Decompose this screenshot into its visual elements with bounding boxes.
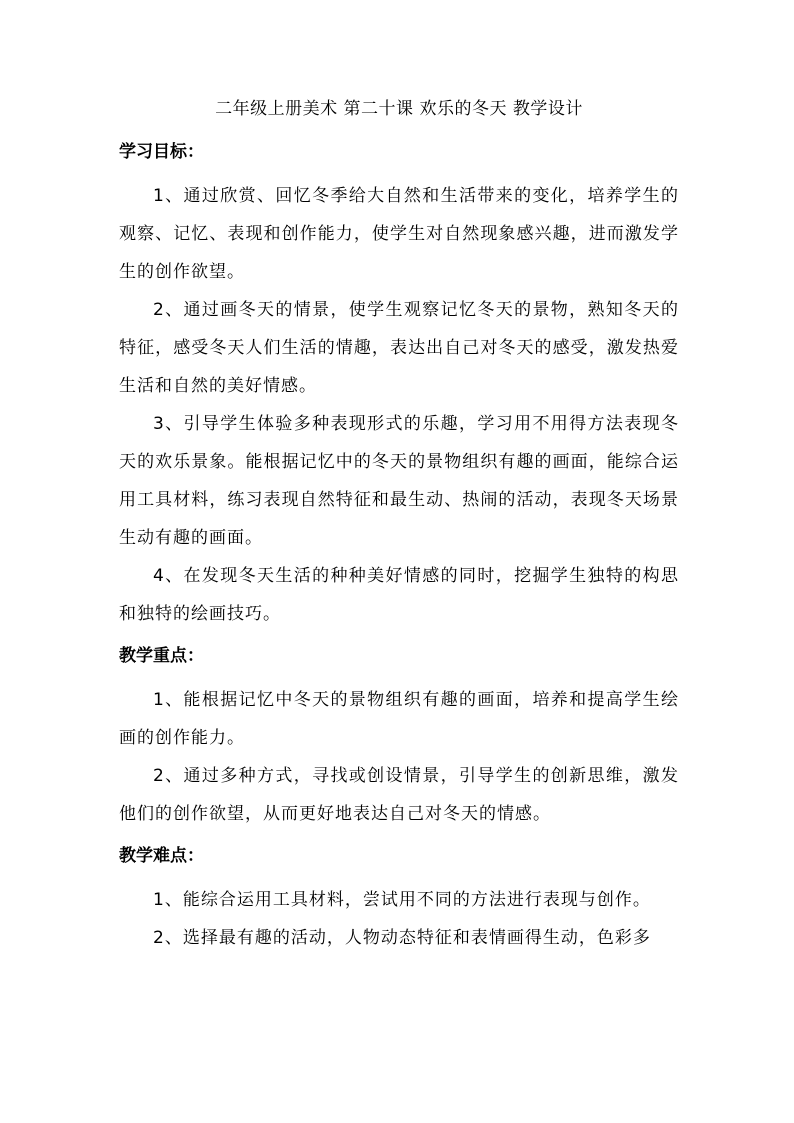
objective-paragraph-3: 3、引导学生体验多种表现形式的乐趣，学习用不用得方法表现冬天的欢乐景象。能根据记忆中的冬天的景物组织有趣的画面，能综合运用工具材料，练习表现自然特征和最生动、热闹的活动，表现冬天场景生动有趣的画面。 (119, 414, 679, 548)
section-key-points (119, 642, 679, 833)
document-content (119, 95, 679, 966)
section-heading-key-points: 教学重点： (119, 646, 204, 666)
section-heading-learning-objectives: 学习目标： (119, 142, 204, 162)
document-title: 二年级上册美术 第二十课 欢乐的冬天 教学设计 (215, 99, 583, 119)
difficult-point-paragraph-2: 2、选择最有趣的活动，人物动态特征和表情画得生动，色彩多 (153, 928, 651, 948)
key-point-paragraph-1: 1、能根据记忆中冬天的景物组织有趣的画面，培养和提高学生绘画的创作能力。 (119, 690, 679, 748)
difficult-point-paragraph-1: 1、能综合运用工具材料，尝试用不同的方法进行表现与创作。 (153, 890, 651, 910)
objective-paragraph-1: 1、通过欣赏、回忆冬季给大自然和生活带来的变化，培养学生的观察、记忆、表现和创作能力，使学生对自然现象感兴趣，进而激发学生的创作欲望。 (119, 186, 679, 282)
objective-paragraph-2: 2、通过画冬天的情景，使学生观察记忆冬天的景物，熟知冬天的特征，感受冬天人们生活的情趣，表达出自己对冬天的感受，激发热爱生活和自然的美好情感。 (119, 300, 679, 396)
section-heading-difficult-points: 教学难点： (119, 846, 204, 866)
key-point-paragraph-2: 2、通过多种方式，寻找或创设情景，引导学生的创新思维，激发他们的创作欲望，从而更好地表达自己对冬天的情感。 (119, 766, 679, 824)
objective-paragraph-4: 4、在发现冬天生活的种种美好情感的同时，挖掘学生独特的构思和独特的绘画技巧。 (119, 566, 679, 624)
section-learning-objectives (119, 138, 679, 633)
section-difficult-points (119, 842, 679, 957)
